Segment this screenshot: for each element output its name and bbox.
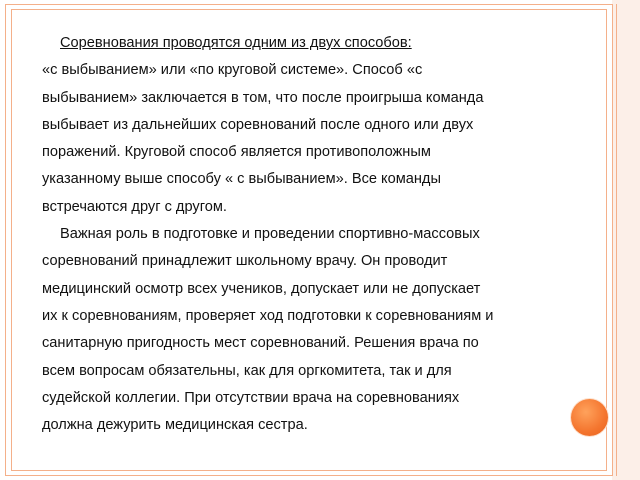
text-line: выбывает из дальнейших соревнований после одного или двух bbox=[42, 116, 474, 133]
text-line: всем вопросам обязательны, как для оргкомитета, так и для bbox=[42, 362, 452, 379]
slide-heading: Соревнования проводятся одним из двух способов: bbox=[60, 35, 412, 51]
text-line: судейской коллегии. При отсутствии врача на соревнованиях bbox=[42, 389, 460, 406]
text-line: встречаются друг с другом. bbox=[42, 198, 227, 215]
text-line: «с выбыванием» или «по круговой системе». Способ «с bbox=[42, 62, 423, 79]
text-line: выбыванием» заключается в том, что после проигрыша команда bbox=[42, 89, 484, 106]
text-line: должна дежурить медицинская сестра. bbox=[42, 417, 308, 434]
text-line: соревнований принадлежит школьному врачу. Он проводит bbox=[42, 253, 448, 270]
text-line bbox=[42, 30, 582, 57]
text-line: указанному выше способу « с выбыванием». Все команды bbox=[42, 171, 441, 188]
text-line: поражений. Круговой способ является противоположным bbox=[42, 144, 431, 161]
text-line bbox=[42, 221, 582, 248]
text-line: санитарную пригодность мест соревнований. Решения врача по bbox=[42, 335, 479, 352]
text-line: медицинский осмотр всех учеников, допускает или не допускает bbox=[42, 280, 481, 297]
text-line: их к соревнованиям, проверяет ход подготовки к соревнованиям и bbox=[42, 307, 494, 324]
frame-right-line bbox=[616, 4, 617, 476]
paragraph2-first-line: Важная роль в подготовке и проведении спортивно-массовых bbox=[60, 226, 480, 243]
slide-body-text bbox=[42, 30, 582, 439]
